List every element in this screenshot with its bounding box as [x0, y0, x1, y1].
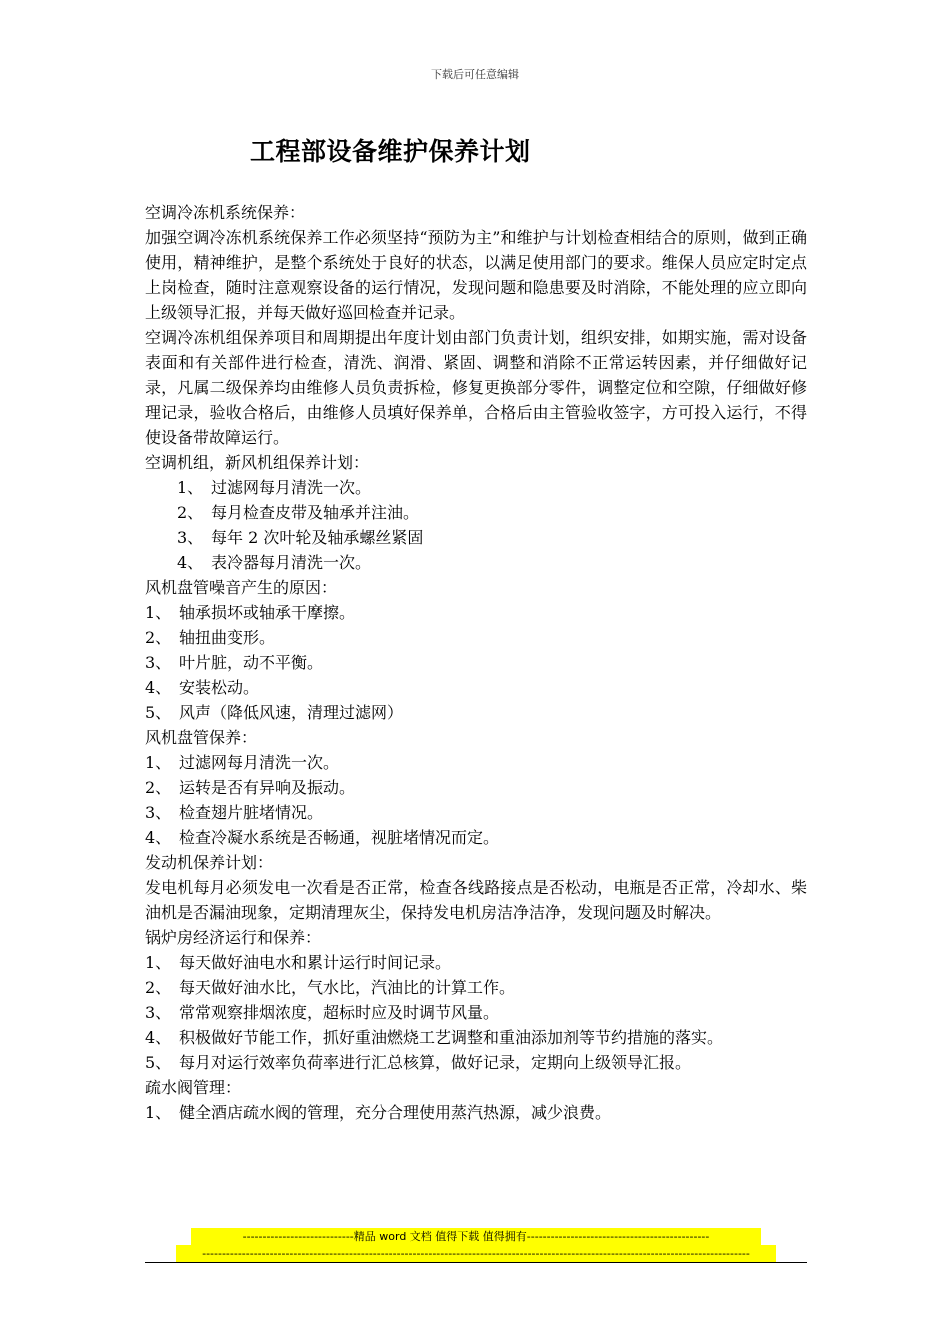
- footer-dashes-highlight: ------------------------------------------------------------------------------------------------------------------------------------------: [176, 1245, 776, 1262]
- list-text: 运转是否有异响及振动。: [179, 778, 356, 797]
- list-number: 1、: [145, 1103, 172, 1122]
- list-item: [145, 975, 807, 1000]
- list-number: 5、: [145, 703, 172, 722]
- list-number: 3、: [145, 653, 172, 672]
- page-title: 工程部设备维护保养计划: [250, 137, 531, 166]
- section-heading: 风机盘管噪音产生的原因：: [145, 578, 338, 597]
- list-number: 2、: [145, 778, 172, 797]
- list-item: [145, 600, 807, 625]
- list-number: 2、: [145, 628, 172, 647]
- list-item: [145, 500, 807, 525]
- list-text: 轴扭曲变形。: [179, 628, 276, 647]
- list-item: [145, 475, 807, 500]
- list-number: 3、: [145, 803, 172, 822]
- list-number: 5、: [145, 1053, 172, 1072]
- list-item: [145, 525, 807, 550]
- list-text: 过滤网每月清洗一次。: [211, 478, 372, 497]
- list-number: 4、: [145, 1028, 172, 1047]
- list-text: 健全酒店疏水阀的管理，充分合理使用蒸汽热源，减少浪费。: [179, 1103, 612, 1122]
- numbered-list: [145, 950, 807, 1075]
- paragraph: 加强空调冷冻机系统保养工作必须坚持“预防为主”和维护与计划检查相结合的原则，做到正确使用，精神维护，是整个系统处于良好的状态，以满足使用部门的要求。维保人员应定时定点上岗检查，随时注意观察设备的运行情况，发现问题和隐患要及时消除，不能处理的应立即向上级领导汇报，并每天做好巡回检查并记录。: [145, 228, 807, 322]
- list-text: 每月检查皮带及轴承并注油。: [211, 503, 420, 522]
- list-number: 4、: [177, 553, 204, 572]
- list-text: 检查翅片脏堵情况。: [179, 803, 324, 822]
- list-text: 每年 2 次叶轮及轴承螺丝紧固: [211, 528, 424, 547]
- list-text: 轴承损坏或轴承干摩擦。: [179, 603, 356, 622]
- list-number: 1、: [145, 603, 172, 622]
- numbered-list: [145, 750, 807, 850]
- list-item: [145, 950, 807, 975]
- footer-banner: [145, 1228, 807, 1262]
- list-text: 每天做好油水比，气水比，汽油比的计算工作。: [179, 978, 516, 997]
- document-body: [145, 200, 807, 1125]
- header-note: 下载后可任意编辑: [431, 68, 519, 81]
- section-heading: 空调冷冻机系统保养：: [145, 203, 306, 222]
- list-item: [145, 675, 807, 700]
- list-item: [145, 1050, 807, 1075]
- paragraph: 发电机每月必须发电一次看是否正常，检查各线路接点是否松动，电瓶是否正常，冷却水、柴油机是否漏油现象，定期清理灰尘，保持发电机房洁净洁净，发现问题及时解决。: [145, 878, 807, 922]
- list-number: 1、: [145, 753, 172, 772]
- paragraph: 空调冷冻机组保养项目和周期提出年度计划由部门负责计划，组织安排，如期实施，需对设备表面和有关部件进行检查，清洗、润滑、紧固、调整和消除不正常运转因素，并仔细做好记录，凡属二级保养均由维修人员负责拆检，修复更换部分零件，调整定位和空隙，仔细做好修理记录，验收合格后，由维修人员填好保养单，合格后由主管验收签字，方可投入运行，不得使设备带故障运行。: [145, 328, 807, 447]
- list-number: 3、: [177, 528, 204, 547]
- list-text: 表冷器每月清洗一次。: [211, 553, 372, 572]
- section-heading: 锅炉房经济运行和保养：: [145, 928, 322, 947]
- list-number: 4、: [145, 828, 172, 847]
- numbered-list: [145, 600, 807, 725]
- list-item: [145, 750, 807, 775]
- list-text: 检查冷凝水系统是否畅通，视脏堵情况而定。: [179, 828, 500, 847]
- numbered-list: [145, 1100, 807, 1125]
- footer-rule: [145, 1262, 807, 1263]
- section-heading: 发动机保养计划：: [145, 853, 274, 872]
- list-item: [145, 700, 807, 725]
- list-text: 风声（降低风速，清理过滤网）: [179, 703, 404, 722]
- list-number: 1、: [145, 953, 172, 972]
- list-number: 2、: [145, 978, 172, 997]
- footer-line-highlight: ----------------------------精品 word 文档 值得下载 值得拥有----------------------------------------------: [191, 1228, 761, 1245]
- numbered-list: [145, 475, 807, 575]
- list-text: 过滤网每月清洗一次。: [179, 753, 340, 772]
- list-item: [145, 1025, 807, 1050]
- section-heading: 风机盘管保养：: [145, 728, 258, 747]
- list-item: [145, 650, 807, 675]
- list-item: [145, 825, 807, 850]
- list-item: [145, 1100, 807, 1125]
- list-text: 叶片脏，动不平衡。: [179, 653, 324, 672]
- list-item: [145, 800, 807, 825]
- list-text: 每月对运行效率负荷率进行汇总核算，做好记录，定期向上级领导汇报。: [179, 1053, 692, 1072]
- section-heading: 疏水阀管理：: [145, 1078, 242, 1097]
- list-number: 3、: [145, 1003, 172, 1022]
- section-heading: 空调机组，新风机组保养计划：: [145, 453, 370, 472]
- list-text: 每天做好油电水和累计运行时间记录。: [179, 953, 452, 972]
- list-text: 安装松动。: [179, 678, 260, 697]
- list-item: [145, 1000, 807, 1025]
- list-number: 4、: [145, 678, 172, 697]
- list-number: 1、: [177, 478, 204, 497]
- list-text: 常常观察排烟浓度，超标时应及时调节风量。: [179, 1003, 500, 1022]
- list-text: 积极做好节能工作，抓好重油燃烧工艺调整和重油添加剂等节约措施的落实。: [179, 1028, 724, 1047]
- list-item: [145, 625, 807, 650]
- list-item: [145, 775, 807, 800]
- list-number: 2、: [177, 503, 204, 522]
- list-item: [145, 550, 807, 575]
